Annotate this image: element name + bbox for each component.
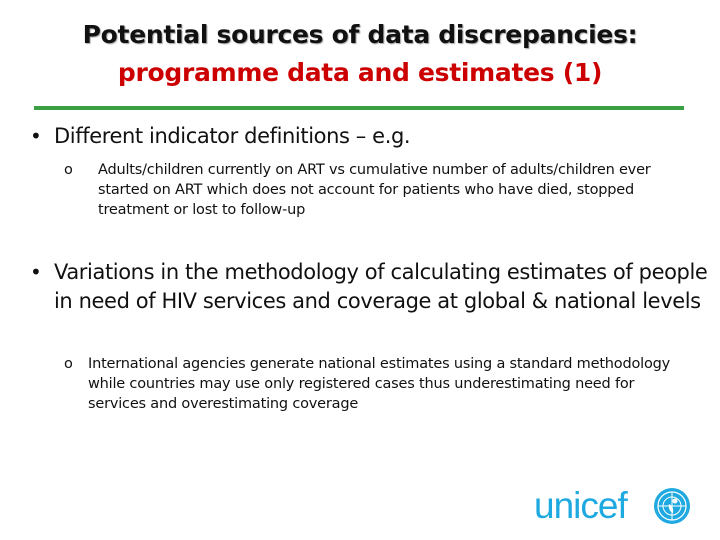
sub-bullet-text: International agencies generate national estimates using a standard methodology while countries may use only registered cases thus underestimating need for services and overestimating coverage	[88, 356, 671, 412]
sub-bullet-marker: o	[64, 162, 73, 178]
logo-wordmark: unicef	[534, 485, 627, 526]
bullet-text: Different indicator definitions – e.g.	[54, 124, 411, 148]
unicef-logo	[534, 484, 714, 528]
unicef-emblem-icon	[652, 486, 692, 526]
bullet-marker: •	[30, 260, 42, 284]
slide-subtitle: programme data and estimates (1)	[117, 58, 603, 87]
bullet-text: Variations in the methodology of calculating estimates of people in need of HIV services and coverage at global & national levels	[54, 260, 708, 313]
sub-bullet-marker: o	[64, 356, 73, 372]
title-divider	[34, 106, 684, 110]
sub-bullet-text: Adults/children currently on ART vs cumulative number of adults/children ever started on ART which does not account for patients who have died, stopped treatment or lost to follow-up	[98, 162, 651, 218]
slide-title: Potential sources of data discrepancies:	[82, 20, 638, 49]
bullet-marker: •	[30, 124, 42, 148]
